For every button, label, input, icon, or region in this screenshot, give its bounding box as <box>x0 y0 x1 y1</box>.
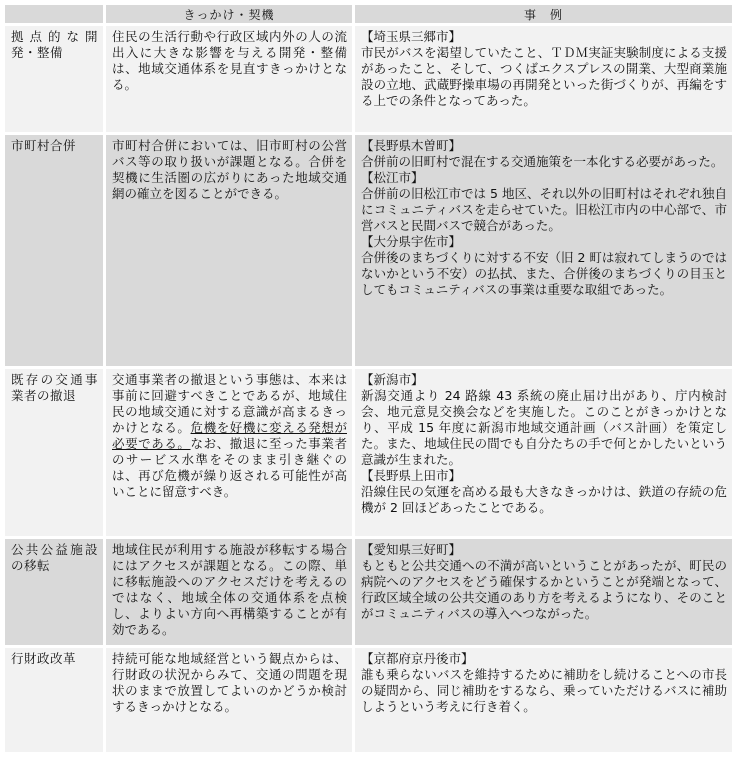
case-cell <box>355 26 732 132</box>
trigger-underlined-text: 危機を好機に変える発想が必要である。 <box>112 420 347 451</box>
trigger-text: 交通事業者の撤退という事態は、本来は事前に回避すべきことであるが、地域住民の地域交通に対する意識が高まるきっかけとなる。 <box>112 372 347 435</box>
case-text: もともと公共交通への不満が高いということがあったが、町民の病院へのアクセスをどう確保するかということが発端となって、行政区域全域の公共交通のあり方を考えるようになり、そのことがコミュニティバスの導入へつながった。 <box>361 558 727 621</box>
trigger-cell: 地域住民が利用する施設が移転する場合にはアクセスが課題となる。この際、単に移転施設へのアクセスだけを考えるのではなく、地域全体の交通体系を点検し、よりよい方向へ再構築することが有効である。 <box>106 539 352 645</box>
case-place: 【埼玉県三郷市】 <box>361 29 462 44</box>
category-cell: 市町村合併 <box>5 135 103 366</box>
trigger-cell: 住民の生活行動や行政区域内外の人の流出入に大きな影響を与える開発・整備は、地域交通体系を見直すきっかけとなる。 <box>106 26 352 132</box>
table-row <box>5 648 732 752</box>
case-text: 合併後のまちづくりに対する不安（旧 2 町は寂れてしまうのではないかという不安）の払拭、また、合併後のまちづくりの目玉としてもコミュニティバスの事業は重要な取組であった。 <box>361 250 727 297</box>
case-place: 【松江市】 <box>361 170 424 185</box>
case-table <box>2 2 735 755</box>
category-cell: 既存の交通事業者の撤退 <box>5 369 103 536</box>
case-place: 【長野県木曽町】 <box>361 138 462 153</box>
header-category <box>5 5 103 23</box>
case-cell <box>355 648 732 752</box>
category-cell: 公共公益施設の移転 <box>5 539 103 645</box>
trigger-text: なお、撤退に至った事業者のサービス水準をそのまま引き継ぐのは、再び危機が繰り返される可能性が高いことに留意すべき。 <box>112 436 347 499</box>
header-cases: 事 例 <box>355 5 732 23</box>
header-row <box>5 5 732 23</box>
table-row <box>5 369 732 536</box>
category-cell: 拠点的な開発・整備 <box>5 26 103 132</box>
trigger-cell: 市町村合併においては、旧市町村の公営バス等の取り扱いが課題となる。合併を契機に生活圏の広がりにあった地域交通網の確立を図ることができる。 <box>106 135 352 366</box>
case-table-container <box>2 2 732 755</box>
case-place: 【愛知県三好町】 <box>361 542 462 557</box>
header-trigger: きっかけ・契機 <box>106 5 352 23</box>
case-place: 【京都府京丹後市】 <box>361 651 474 666</box>
case-cell <box>355 369 732 536</box>
table-row <box>5 539 732 645</box>
table-row <box>5 135 732 366</box>
case-cell <box>355 135 732 366</box>
case-place: 【大分県宇佐市】 <box>361 234 462 249</box>
case-place: 【新潟市】 <box>361 372 424 387</box>
case-text: 合併前の旧松江市では 5 地区、それ以外の旧町村はそれぞれ独自にコミュニティバスを走らせていた。旧松江市内の中心部で、市営バスと民間バスで競合があった。 <box>361 186 727 233</box>
case-text: 誰も乗らないバスを維持するために補助をし続けることへの市長の疑問から、同じ補助をするなら、乗っていただけるバスに補助しようという考えに行き着く。 <box>361 667 727 714</box>
case-text: 新潟交通より 24 路線 43 系統の廃止届け出があり、庁内検討会、地元意見交換会などを実施した。このことがきっかけとなり、平成 15 年度に新潟市地域交通計画（バス計画）を策定した。また、地域住民の間でも自分たちの手で何とかしたいという意識が生まれた。 <box>361 388 727 467</box>
case-place: 【長野県上田市】 <box>361 468 462 483</box>
trigger-cell <box>106 369 352 536</box>
case-cell <box>355 539 732 645</box>
case-text: 市民がバスを渇望していたこと、ＴＤＭ実証実験制度による支援があったこと、そして、つくばエクスプレスの開業、大型商業施設の立地、武蔵野操車場の再開発といった街づくりが、再編をする上での条件となってあった。 <box>361 45 727 108</box>
case-text: 沿線住民の気運を高める最も大きなきっかけは、鉄道の存続の危機が 2 回ほどあったことである。 <box>361 484 727 515</box>
table-row <box>5 26 732 132</box>
case-text: 合併前の旧町村で混在する交通施策を一本化する必要があった。 <box>361 154 724 169</box>
trigger-cell: 持続可能な地域経営という観点からは、行財政の状況からみて、交通の問題を現状のままで放置してよいのかどうか検討するきっかけとなる。 <box>106 648 352 752</box>
category-cell: 行財政改革 <box>5 648 103 752</box>
